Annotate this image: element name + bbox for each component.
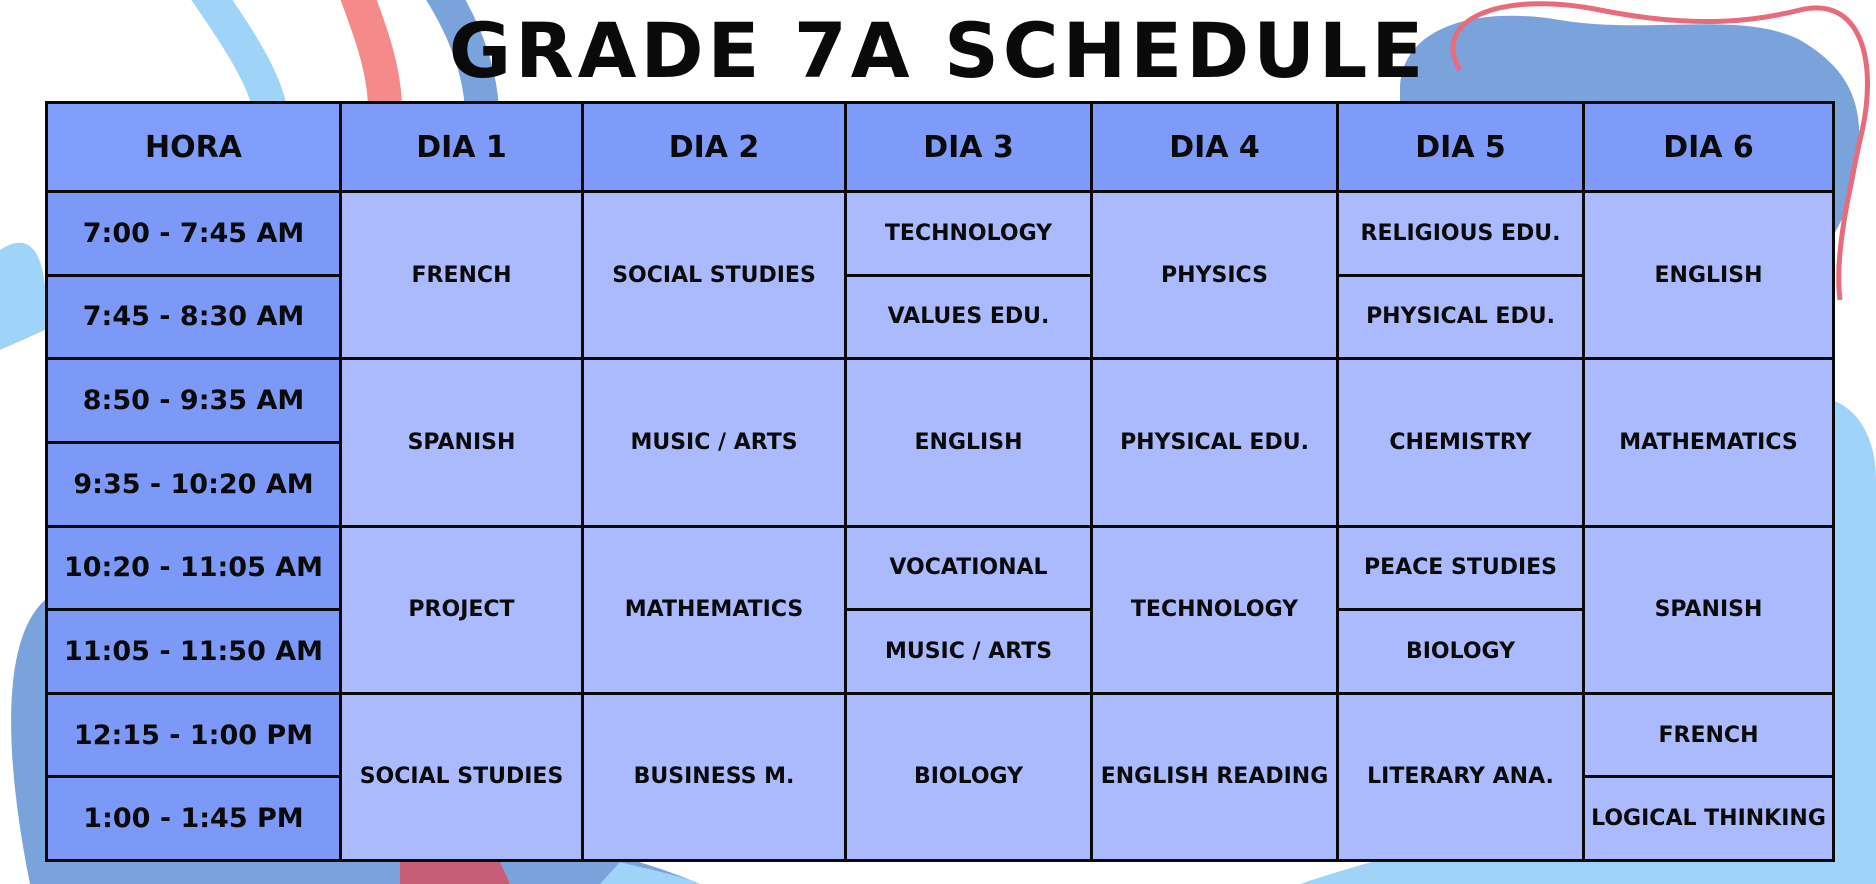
time-slot: 11:05 - 11:50 AM — [47, 610, 341, 694]
table-row — [47, 359, 1834, 443]
class-cell: FRENCH — [1584, 693, 1834, 777]
time-slot: 12:15 - 1:00 PM — [47, 693, 341, 777]
header-dia-2: DIA 2 — [583, 103, 846, 192]
class-cell: PHYSICAL EDU. — [1092, 359, 1338, 526]
table-row — [47, 192, 1834, 276]
time-slot: 8:50 - 9:35 AM — [47, 359, 341, 443]
class-cell: SPANISH — [341, 359, 583, 526]
header-dia-1: DIA 1 — [341, 103, 583, 192]
class-cell: MATHEMATICS — [1584, 359, 1834, 526]
class-cell: BIOLOGY — [846, 693, 1092, 860]
schedule-table — [45, 101, 1835, 862]
header-dia-4: DIA 4 — [1092, 103, 1338, 192]
class-cell: FRENCH — [341, 192, 583, 359]
header-dia-6: DIA 6 — [1584, 103, 1834, 192]
class-cell: MATHEMATICS — [583, 526, 846, 693]
class-cell: ENGLISH READING — [1092, 693, 1338, 860]
class-cell: BIOLOGY — [1338, 610, 1584, 694]
time-slot: 7:45 - 8:30 AM — [47, 275, 341, 359]
time-slot: 10:20 - 11:05 AM — [47, 526, 341, 610]
class-cell: LITERARY ANA. — [1338, 693, 1584, 860]
class-cell: CHEMISTRY — [1338, 359, 1584, 526]
class-cell: SPANISH — [1584, 526, 1834, 693]
class-cell: TECHNOLOGY — [1092, 526, 1338, 693]
class-cell: SOCIAL STUDIES — [341, 693, 583, 860]
decor-blob-left-light — [0, 243, 46, 350]
header-dia-3: DIA 3 — [846, 103, 1092, 192]
header-hora: HORA — [47, 103, 341, 192]
time-slot: 9:35 - 10:20 AM — [47, 442, 341, 526]
class-cell: TECHNOLOGY — [846, 192, 1092, 276]
class-cell: PHYSICS — [1092, 192, 1338, 359]
header-dia-5: DIA 5 — [1338, 103, 1584, 192]
class-cell: MUSIC / ARTS — [583, 359, 846, 526]
table-row — [47, 693, 1834, 777]
class-cell: RELIGIOUS EDU. — [1338, 192, 1584, 276]
class-cell: LOGICAL THINKING — [1584, 777, 1834, 861]
table-row — [47, 526, 1834, 610]
page-title: GRADE 7A SCHEDULE — [448, 6, 1428, 95]
class-cell: ENGLISH — [1584, 192, 1834, 359]
class-cell: ENGLISH — [846, 359, 1092, 526]
time-slot: 1:00 - 1:45 PM — [47, 777, 341, 861]
time-slot: 7:00 - 7:45 AM — [47, 192, 341, 276]
class-cell: SOCIAL STUDIES — [583, 192, 846, 359]
class-cell: BUSINESS M. — [583, 693, 846, 860]
header-row — [47, 103, 1834, 192]
class-cell: PHYSICAL EDU. — [1338, 275, 1584, 359]
class-cell: PEACE STUDIES — [1338, 526, 1584, 610]
class-cell: VOCATIONAL — [846, 526, 1092, 610]
table-row — [47, 275, 1834, 359]
class-cell: VALUES EDU. — [846, 275, 1092, 359]
class-cell: PROJECT — [341, 526, 583, 693]
table-row — [47, 610, 1834, 694]
class-cell: MUSIC / ARTS — [846, 610, 1092, 694]
